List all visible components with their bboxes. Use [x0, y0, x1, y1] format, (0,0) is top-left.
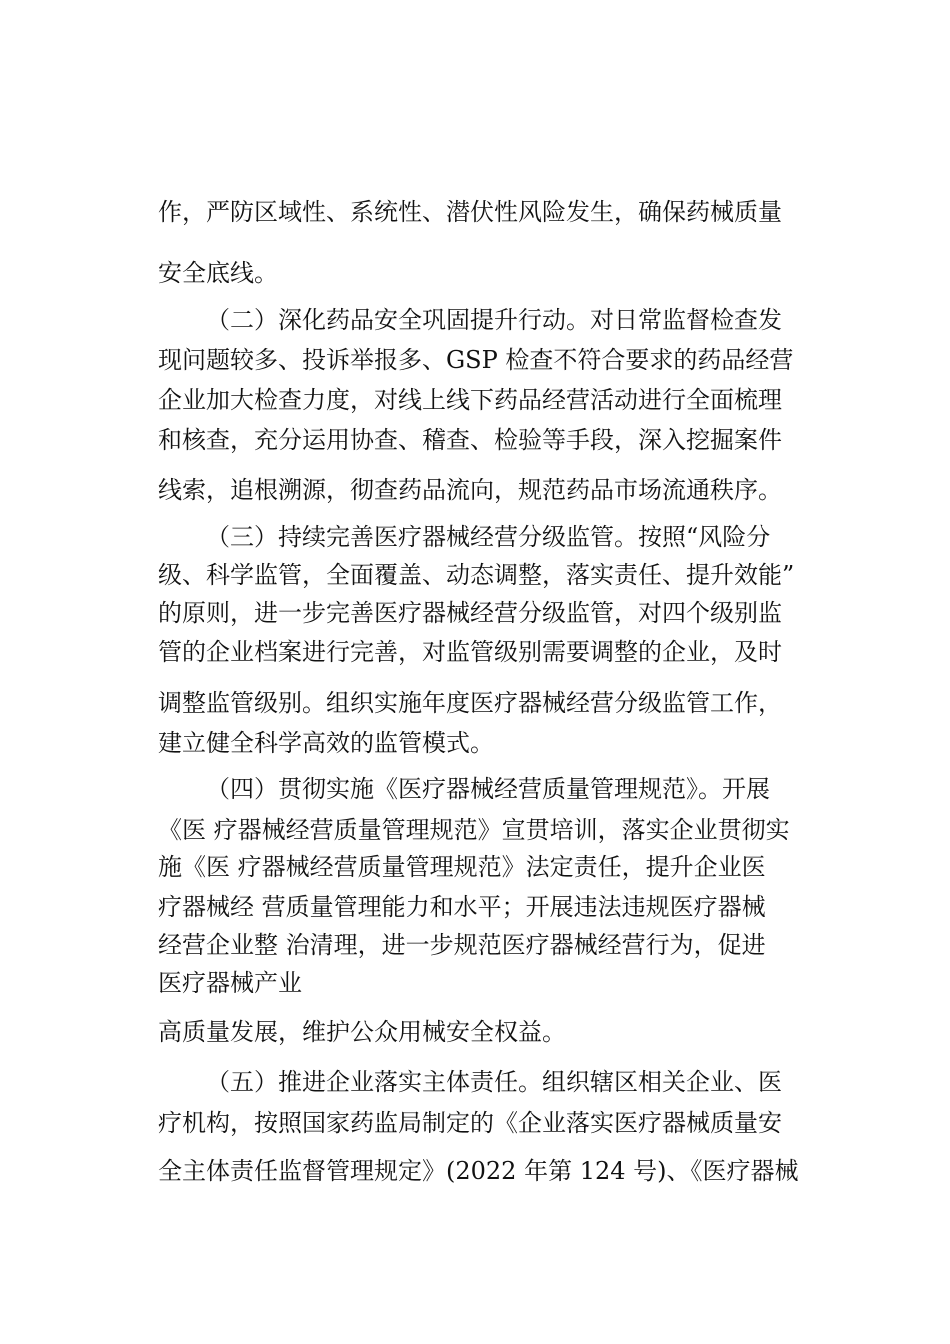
text-line: 建立健全科学高效的监管模式。: [158, 729, 494, 757]
text-line: 和核查，充分运用协查、稽查、检验等手段，深入挖掘案件: [158, 426, 782, 454]
text-line: 施《医 疗器械经营质量管理规范》法定责任，提升企业医: [158, 853, 766, 881]
paragraph-heading-line: （四）贯彻实施《医疗器械经营质量管理规范》。开展: [206, 775, 770, 803]
text-line: 疗器械经 营质量管理能力和水平；开展违法违规医疗器械: [158, 893, 766, 921]
text-line: 疗机构，按照国家药监局制定的《企业落实医疗器械质量安: [158, 1109, 782, 1137]
paragraph-heading-line: （二）深化药品安全巩固提升行动。对日常监督检查发: [206, 306, 782, 334]
text-line: 管的企业档案进行完善，对监管级别需要调整的企业，及时: [158, 638, 782, 666]
text-line: 作，严防区域性、系统性、潜伏性风险发生，确保药械质量: [158, 198, 782, 226]
text-line: 调整监管级别。组织实施年度医疗器械经营分级监管工作，: [158, 689, 782, 717]
text-line: 的原则，进一步完善医疗器械经营分级监管，对四个级别监: [158, 599, 782, 627]
paragraph-heading-line: （三）持续完善医疗器械经营分级监管。按照“风险分: [206, 523, 771, 551]
text-line: 医疗器械产业: [158, 969, 302, 997]
text-line: 高质量发展，维护公众用械安全权益。: [158, 1018, 566, 1046]
text-line: 《医 疗器械经营质量管理规范》宣贯培训，落实企业贯彻实: [158, 816, 790, 844]
text-line: 企业加大检查力度，对线上线下药品经营活动进行全面梳理: [158, 386, 782, 414]
text-line: 线索，追根溯源，彻查药品流向，规范药品市场流通秩序。: [158, 476, 782, 504]
paragraph-heading-line: （五）推进企业落实主体责任。组织辖区相关企业、医: [206, 1068, 782, 1096]
text-line: 经营企业整 治清理，进一步规范医疗器械经营行为，促进: [158, 931, 766, 959]
text-line: 安全底线。: [158, 259, 278, 287]
text-line: 现问题较多、投诉举报多、GSP 检查不符合要求的药品经营: [158, 346, 794, 374]
text-line: 全主体责任监督管理规定》(2022 年第 124 号)、《医疗器械: [158, 1157, 799, 1185]
text-line: 级、科学监管，全面覆盖、动态调整，落实责任、提升效能”: [158, 561, 795, 589]
